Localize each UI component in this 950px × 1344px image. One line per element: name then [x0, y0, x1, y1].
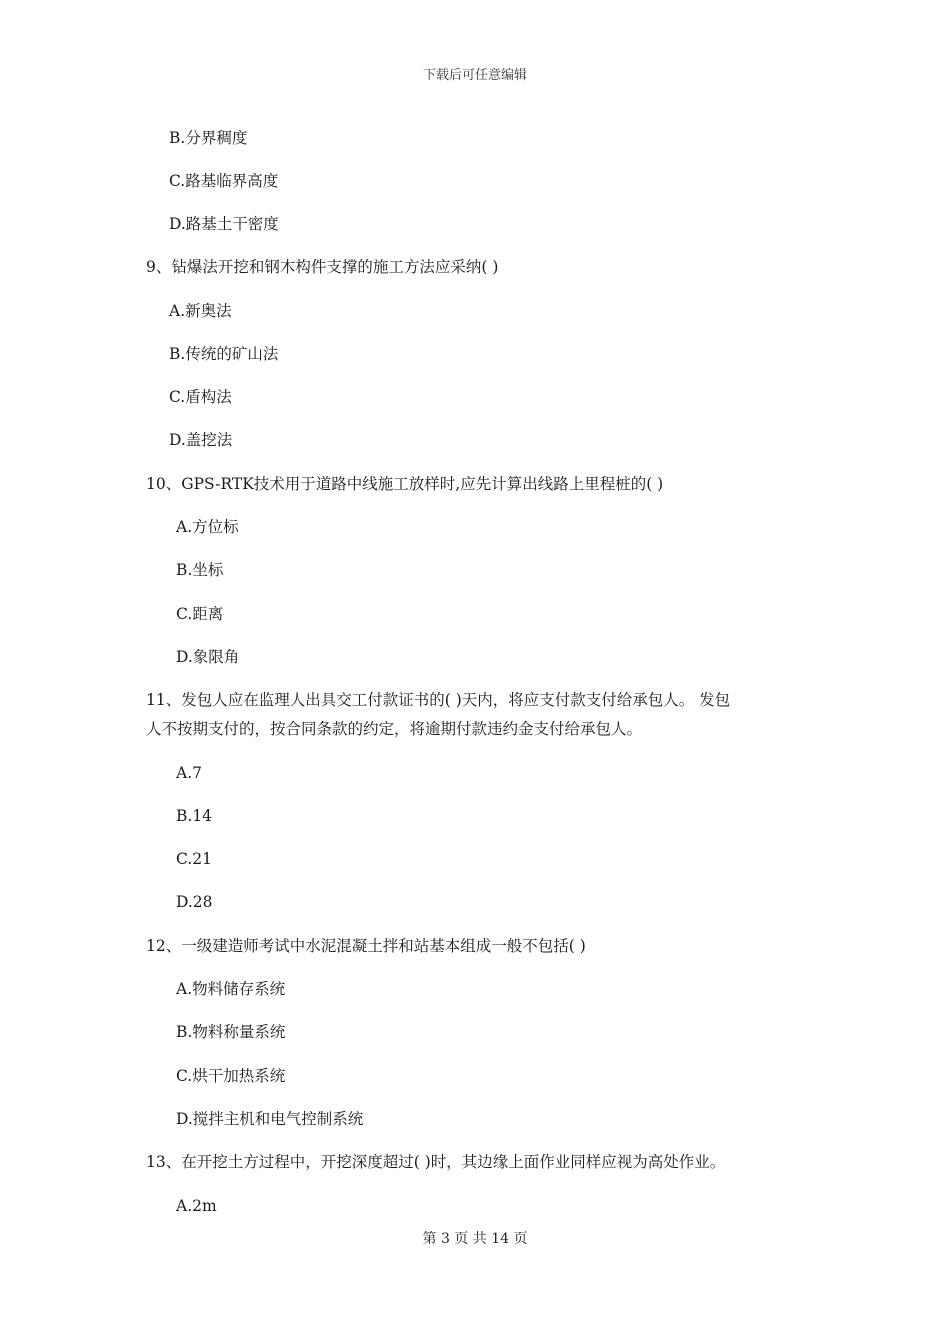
answer-option: A.2m: [176, 1197, 217, 1215]
answer-option: B.分界稠度: [169, 129, 248, 147]
question-text: 13、在开挖土方过程中，开挖深度超过( )时，其边缘上面作业同样应视为高处作业。: [146, 1153, 726, 1171]
answer-option: D.28: [176, 893, 213, 911]
answer-option: C.烘干加热系统: [176, 1067, 286, 1085]
answer-option: B.14: [176, 807, 213, 825]
question-text: 人不按期支付的，按合同条款的约定，将逾期付款违约金支付给承包人。: [146, 720, 643, 738]
answer-option: C.路基临界高度: [169, 172, 279, 190]
answer-option: A.新奥法: [169, 302, 232, 320]
answer-option: C.21: [176, 850, 212, 868]
page-footer: 第 3 页 共 14 页: [422, 1231, 528, 1247]
answer-option: C.距离: [176, 605, 224, 623]
answer-option: A.7: [176, 764, 202, 782]
answer-option: B.坐标: [176, 561, 224, 579]
answer-option: D.搅拌主机和电气控制系统: [176, 1110, 364, 1128]
question-text: 11、发包人应在监理人出具交工付款证书的( )天内，将应支付款支付给承包人。 发包: [146, 691, 731, 709]
page-header: 下载后可任意编辑: [422, 68, 527, 83]
answer-option: D.盖挖法: [169, 431, 233, 449]
answer-option: A.物料储存系统: [176, 980, 286, 998]
question-text: 12、一级建造师考试中水泥混凝土拌和站基本组成一般不包括( ): [146, 937, 586, 955]
answer-option: D.路基土干密度: [169, 215, 279, 233]
question-text: 10、GPS-RTK技术用于道路中线施工放样时,应先计算出线路上里程桩的( ): [146, 475, 664, 493]
answer-option: B.物料称量系统: [176, 1023, 286, 1041]
question-text: 9、钻爆法开挖和钢木构件支撑的施工方法应采纳( ): [146, 258, 499, 276]
answer-option: B.传统的矿山法: [169, 345, 279, 363]
answer-option: A.方位标: [176, 518, 239, 536]
answer-option: C.盾构法: [169, 388, 232, 406]
answer-option: D.象限角: [176, 648, 240, 666]
